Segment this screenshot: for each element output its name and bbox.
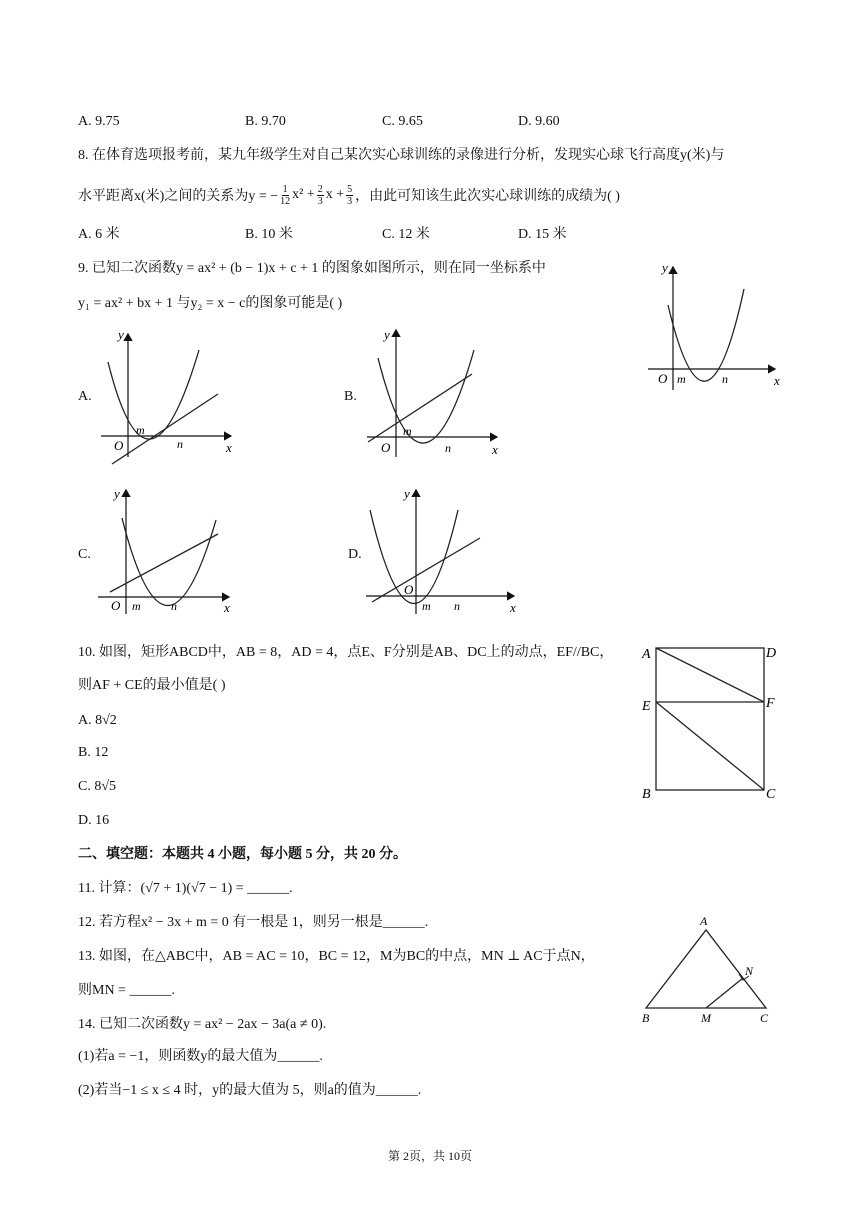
- y-label: y: [404, 486, 410, 501]
- q8-line2c: x +: [325, 187, 345, 202]
- q9-option-d-graph: [362, 482, 522, 617]
- q9-reference-graph: [640, 255, 785, 395]
- x-label: x: [226, 440, 232, 455]
- x-label: x: [224, 600, 230, 615]
- q8-line2b: x² +: [292, 187, 315, 202]
- q8-option-b: B. 10 米: [245, 227, 293, 242]
- point-m-label: M: [701, 1011, 711, 1025]
- parabola: [378, 350, 474, 443]
- parabola: [370, 510, 458, 604]
- q9-option-a-label: A.: [78, 389, 92, 404]
- q8-frac1-num: 1: [282, 183, 288, 195]
- q8-frac1-den: 12: [280, 195, 291, 207]
- q9-option-b-label: B.: [344, 389, 357, 404]
- n-label: n: [454, 599, 460, 613]
- q9-line1: 9. 已知二次函数y = ax² + (b − 1)x + c + 1 的图象如图所示，则在同一坐标系中: [78, 261, 546, 276]
- y-label: y: [384, 327, 390, 342]
- q8-line1: 8. 在体育选项报考前，某九年级学生对自己某次实心球训练的录像进行分析，发现实心球飞行高度y(米)与: [78, 148, 725, 163]
- point-e-label: E: [642, 699, 651, 714]
- q10-option-d: D. 16: [78, 813, 110, 828]
- y-label: y: [114, 486, 120, 501]
- line: [368, 374, 472, 442]
- q8-frac2-num: 2: [317, 183, 323, 195]
- parabola: [122, 518, 216, 606]
- point-b-label: B: [642, 787, 651, 802]
- q9-line2: y₁ = ax² + bx + 1 与y₂ = x − c的图象可能是( ): [78, 296, 343, 311]
- q8-fraction-2: [317, 184, 324, 207]
- q9-option-d-label: D.: [348, 547, 362, 562]
- y-label: y: [662, 260, 668, 275]
- q10-option-a: A. 8√2: [78, 713, 117, 728]
- point-c-label: C: [760, 1011, 769, 1025]
- m-label: m: [136, 423, 145, 437]
- q10-rectangle-figure: [638, 640, 788, 804]
- q7-option-d: D. 9.60: [518, 114, 560, 129]
- point-n-label: N: [745, 964, 754, 978]
- q13-triangle-figure: [636, 912, 786, 1028]
- n-label: n: [445, 441, 451, 455]
- origin-label: O: [381, 440, 391, 455]
- segment-ec: [656, 702, 764, 790]
- n-label: n: [171, 599, 177, 613]
- q9-option-b-graph: [362, 322, 512, 470]
- q8-fraction-1: [280, 184, 290, 207]
- q8-option-d: D. 15 米: [518, 227, 567, 242]
- q10-line1: 10. 如图，矩形ABCD中，AB = 8，AD = 4，点E、F分别是AB、DC上的动点，EF//BC，: [78, 645, 614, 660]
- rectangle-abcd: [656, 648, 764, 790]
- x-label: x: [774, 373, 780, 388]
- segment-af: [656, 648, 764, 702]
- point-a-label: A: [642, 647, 651, 662]
- q10-line2: 则AF + CE的最小值是( ): [78, 678, 226, 693]
- x-label: x: [492, 442, 498, 457]
- n-label: n: [722, 372, 728, 386]
- q8-frac3-num: 5: [347, 183, 353, 195]
- q9-option-c-graph: [94, 482, 244, 617]
- q10-option-c: C. 8√5: [78, 779, 117, 794]
- m-label: m: [132, 599, 141, 613]
- parabola: [668, 289, 744, 381]
- m-label: m: [403, 424, 412, 438]
- origin-label: O: [658, 371, 668, 386]
- q14-line3: (2)若当−1 ≤ x ≤ 4 时，y的最大值为 5，则a的值为______.: [78, 1083, 422, 1098]
- q8-line2: [78, 178, 620, 212]
- q8-option-a: A. 6 米: [78, 227, 120, 242]
- q8-line2a: 水平距离x(米)之间的关系为y = −: [78, 189, 279, 204]
- origin-label: O: [111, 598, 121, 613]
- q7-option-c: C. 9.65: [382, 114, 423, 129]
- q8-line2d: ，由此可知该生此次实心球训练的成绩为( ): [355, 189, 620, 204]
- x-label: x: [510, 600, 516, 615]
- section-2-heading: 二、填空题：本题共 4 小题，每小题 5 分，共 20 分。: [78, 847, 407, 862]
- m-label: m: [677, 372, 686, 386]
- point-d-label: D: [766, 646, 777, 661]
- q9-option-c-label: C.: [78, 547, 91, 562]
- question-12: 12. 若方程x² − 3x + m = 0 有一根是 1，则另一根是______.: [78, 915, 429, 930]
- q8-frac2-den: 3: [317, 195, 323, 207]
- m-label: m: [422, 599, 431, 613]
- q8-fraction-3: [346, 184, 353, 207]
- y-label: y: [118, 327, 124, 342]
- origin-label: O: [404, 582, 414, 597]
- q8-option-c: C. 12 米: [382, 227, 430, 242]
- point-f-label: F: [766, 696, 775, 711]
- q7-option-a: A. 9.75: [78, 114, 120, 129]
- q14-line2: (1)若a = −1，则函数y的最大值为______.: [78, 1049, 323, 1064]
- point-c-label: C: [766, 787, 776, 802]
- point-b-label: B: [642, 1011, 650, 1025]
- question-11: 11. 计算：(√7 + 1)(√7 − 1) = ______.: [78, 881, 293, 896]
- q10-option-b: B. 12: [78, 745, 109, 760]
- n-label: n: [177, 437, 183, 451]
- q9-option-a-graph: [96, 322, 246, 470]
- page-footer: 第 2页，共 10页: [387, 1149, 472, 1163]
- q8-frac3-den: 3: [347, 195, 353, 207]
- q14-line1: 14. 已知二次函数y = ax² − 2ax − 3a(a ≠ 0).: [78, 1017, 327, 1032]
- q13-line1: 13. 如图，在△ABC中，AB = AC = 10，BC = 12，M为BC的中点，MN ⊥ AC于点N，: [78, 949, 595, 964]
- origin-label: O: [114, 438, 124, 453]
- q7-option-b: B. 9.70: [245, 114, 286, 129]
- parabola: [108, 350, 199, 439]
- segment-mn: [706, 978, 743, 1008]
- q13-line2: 则MN = ______.: [78, 983, 175, 998]
- point-a-label: A: [700, 914, 708, 928]
